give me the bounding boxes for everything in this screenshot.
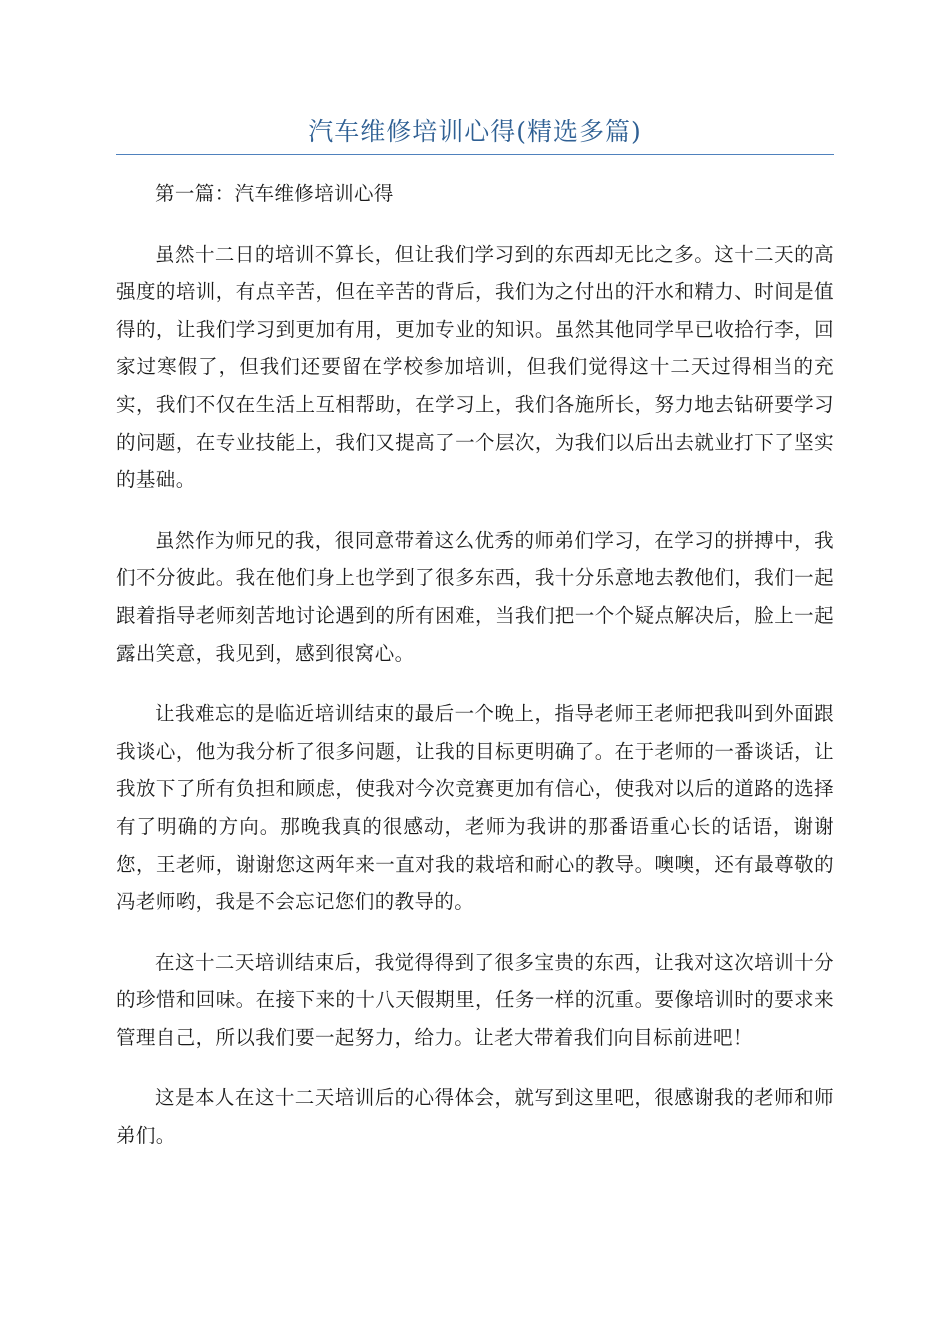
- paragraph: 在这十二天培训结束后，我觉得得到了很多宝贵的东西，让我对这次培训十分的珍惜和回味。在接下来的十八天假期里，任务一样的沉重。要像培训时的要求来管理自己，所以我们要一起努力，给力。让老大带着我们向目标前进吧！: [116, 950, 834, 1049]
- title-underline: [116, 154, 834, 155]
- document-title: 汽车维修培训心得(精选多篇): [308, 117, 642, 146]
- paragraph: 这是本人在这十二天培训后的心得体会，就写到这里吧，很感谢我的老师和师弟们。: [116, 1086, 834, 1148]
- document-body: [116, 175, 834, 1178]
- paragraph: 让我难忘的是临近培训结束的最后一个晚上，指导老师王老师把我叫到外面跟我谈心，他为我分析了很多问题，让我的目标更明确了。在于老师的一番谈话，让我放下了所有负担和顾虑，使我对今次竞赛更加有信心，使我对以后的道路的选择有了明确的方向。那晚我真的很感动，老师为我讲的那番语重心长的话语，谢谢您，王老师，谢谢您这两年来一直对我的栽培和耐心的教导。噢噢，还有最尊敬的冯老师哟，我是不会忘记您们的教导的。: [116, 702, 834, 914]
- paragraph: 虽然作为师兄的我，很同意带着这么优秀的师弟们学习，在学习的拼搏中，我们不分彼此。我在他们身上也学到了很多东西，我十分乐意地去教他们，我们一起跟着指导老师刻苦地讨论遇到的所有困难，当我们把一个个疑点解决后，脸上一起露出笑意，我见到，感到很窝心。: [116, 528, 834, 665]
- paragraph: 虽然十二日的培训不算长，但让我们学习到的东西却无比之多。这十二天的高强度的培训，有点辛苦，但在辛苦的背后，我们为之付出的汗水和精力、时间是值得的，让我们学习到更加有用，更加专业的知识。虽然其他同学早已收拾行李，回家过寒假了，但我们还要留在学校参加培训，但我们觉得这十二天过得相当的充实，我们不仅在生活上互相帮助，在学习上，我们各施所长，努力地去钻研要学习的问题，在专业技能上，我们又提高了一个层次，为我们以后出去就业打下了坚实的基础。: [116, 242, 834, 492]
- section-heading: 第一篇：汽车维修培训心得: [155, 182, 394, 205]
